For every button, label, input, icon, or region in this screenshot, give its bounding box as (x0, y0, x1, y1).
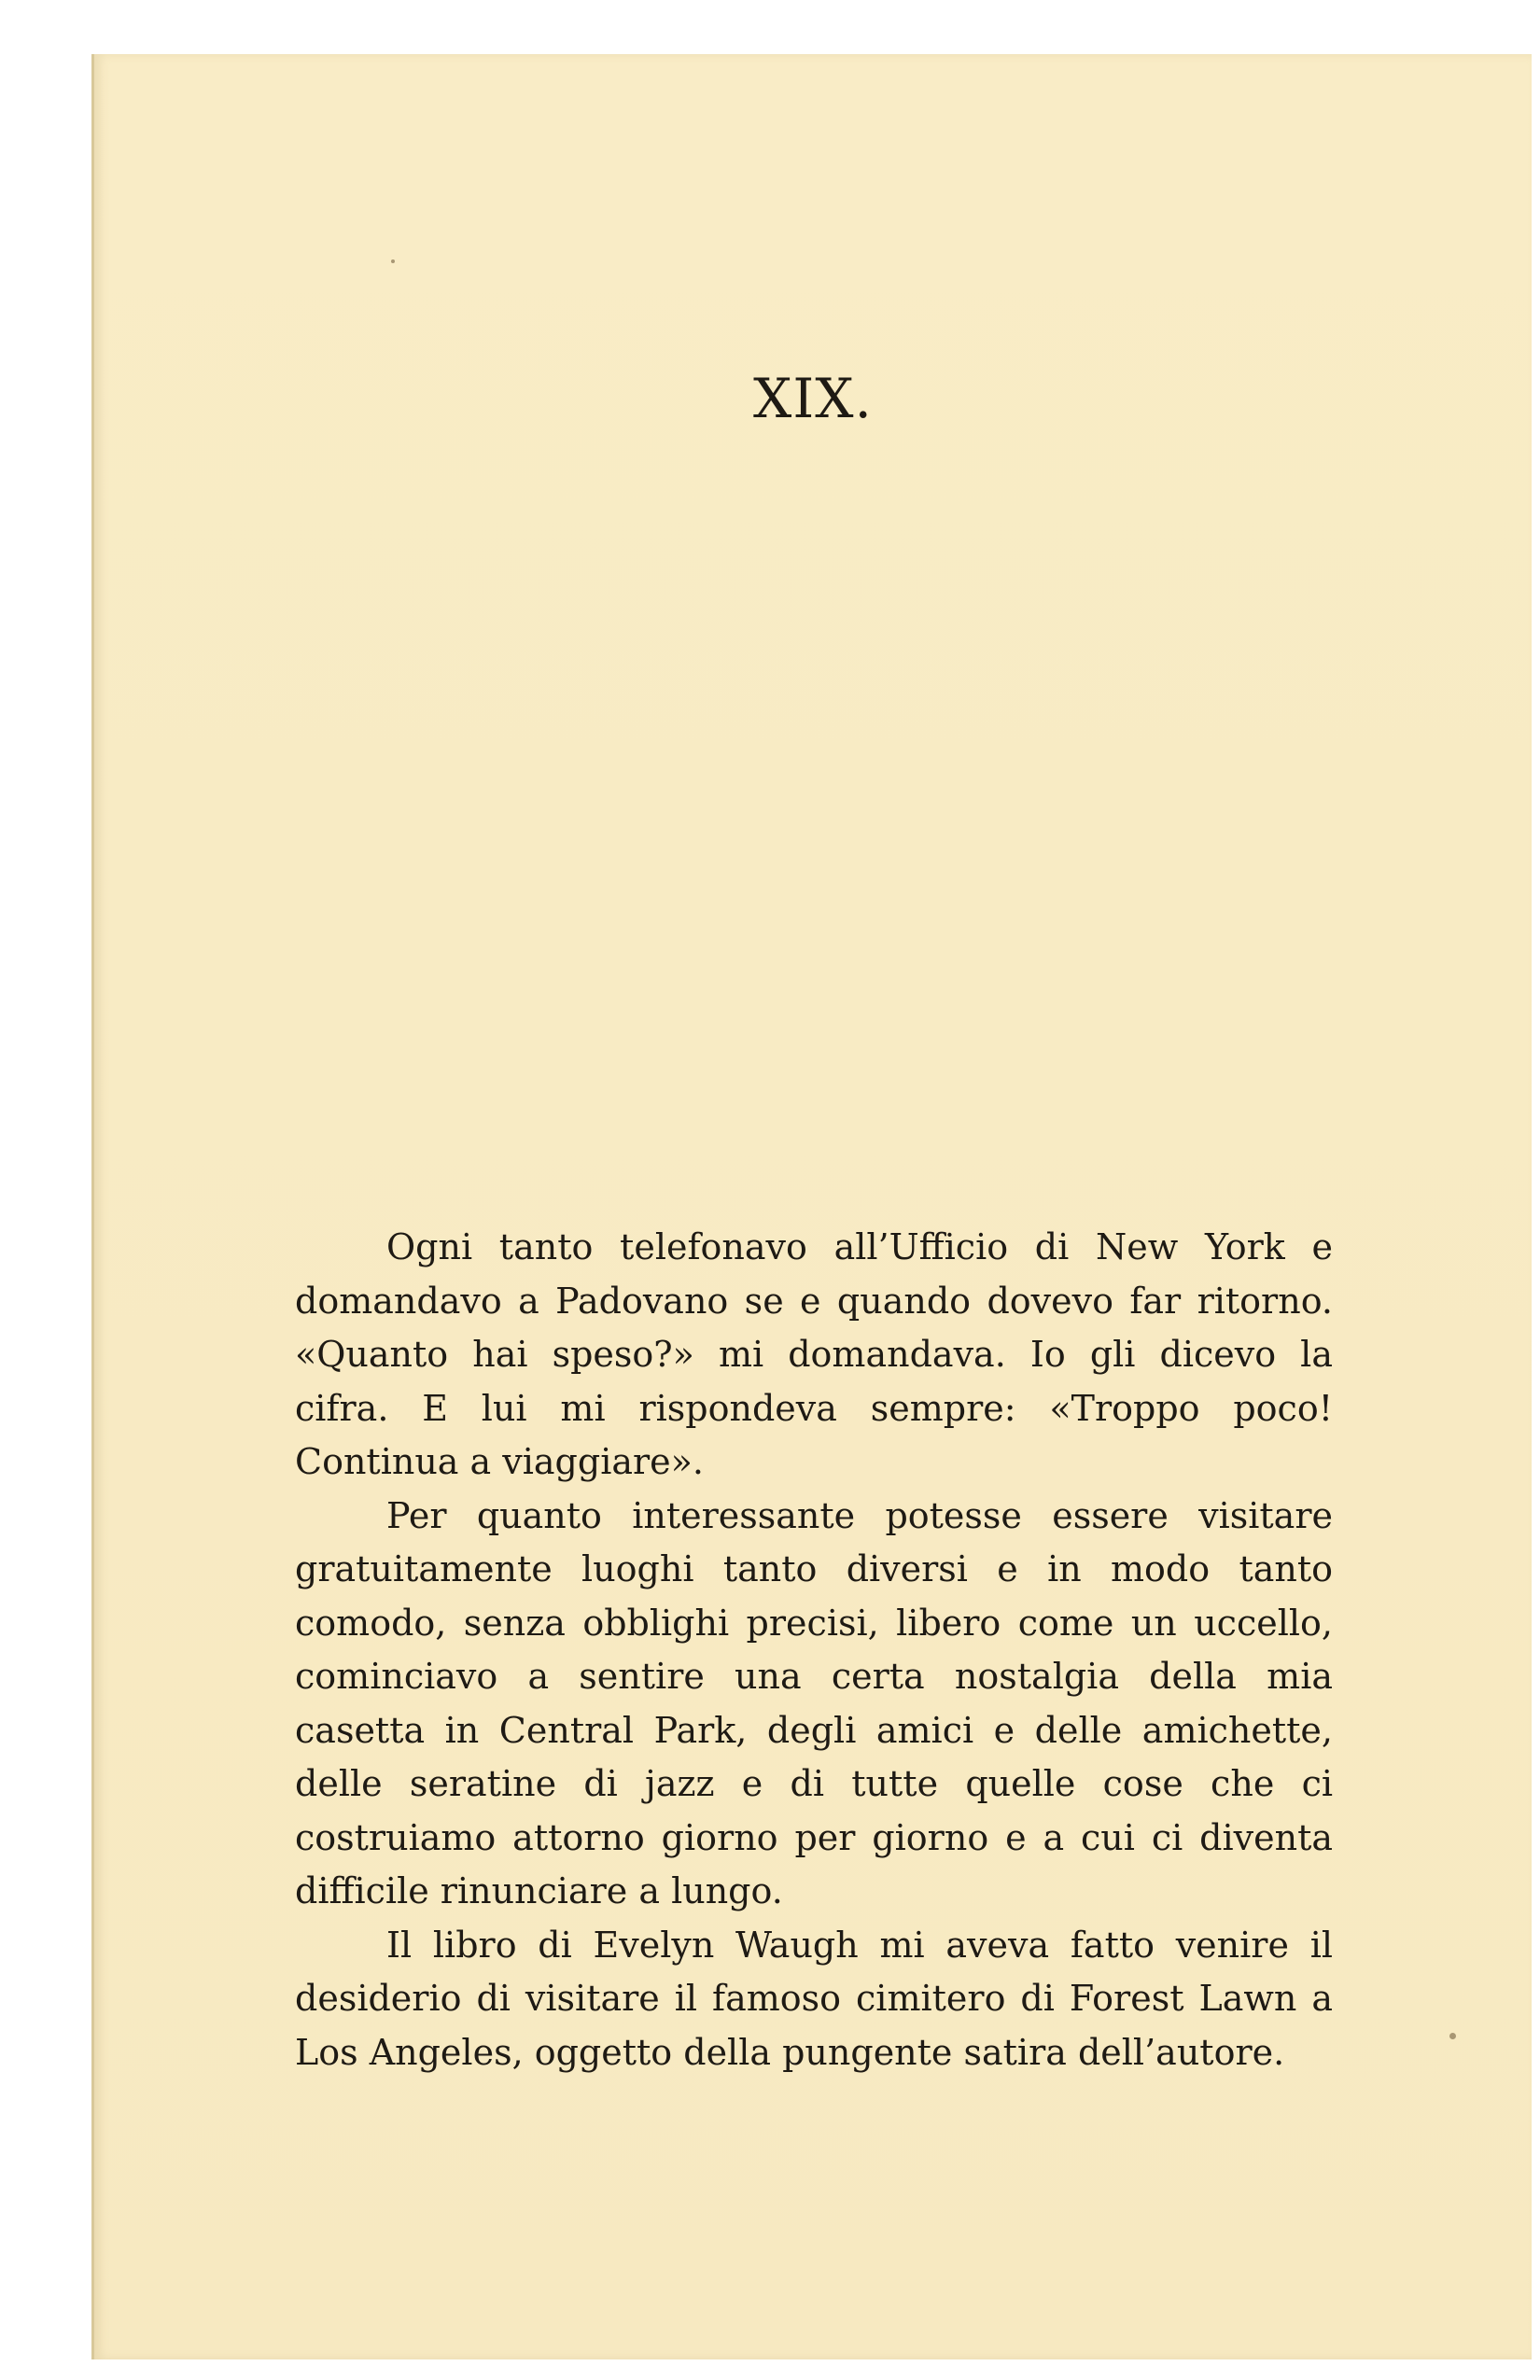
paragraph-1: Ogni tanto telefonavo all’Ufficio di New York e domandavo a Padovano se e quando dovevo far ritorno. «Quanto hai speso?» mi domandava. Io gli dicevo la cifra. E lui mi rispondeva sempre: «Troppo poco! Continua a viaggiare». (295, 1226, 1333, 1482)
book-page (91, 54, 1532, 2359)
paragraph-2: Per quanto interessante potesse essere visitare gratuitamente luoghi tanto diversi e in modo tanto comodo, senza obblighi precisi, libero come un uccello, cominciavo a sentire una certa nostalgia della mia casetta in Central Park, degli amici e delle amichette, delle seratine di jazz e di tutte quelle cose che ci costruiamo attorno giorno per giorno e a cui ci diventa difficile rinunciare a lungo. (295, 1494, 1333, 1911)
body-text (295, 1221, 1333, 2079)
chapter-heading: XIX. (753, 367, 873, 430)
paragraph-3: Il libro di Evelyn Waugh mi aveva fatto venire il desiderio di visitare il famoso cimitero di Forest Lawn a Los Angeles, oggetto della pungente satira dell’autore. (295, 1924, 1333, 2073)
paper-speck (1449, 2033, 1456, 2039)
paper-speck (391, 259, 395, 263)
